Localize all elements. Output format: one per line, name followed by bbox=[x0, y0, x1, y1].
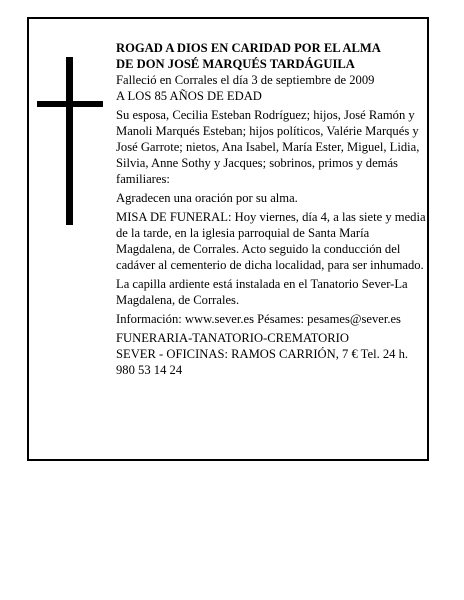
offices-line: SEVER - OFICINAS: RAMOS CARRIÓN, 7 € Tel. 24 h. 980 53 14 24 bbox=[116, 347, 409, 377]
obituary-notice bbox=[27, 17, 429, 461]
funeral-mass-paragraph: MISA DE FUNERAL: Hoy viernes, día 4, a las siete y media de la tarde, en la iglesia parroquial de Santa María Magdalena, de Corrales. Acto seguido la conducción del cadáver al cementerio de dicha localidad, para ser inhumado. bbox=[116, 210, 426, 272]
death-info: Falleció en Corrales el día 3 de septiembre de 2009 bbox=[116, 73, 375, 87]
heading-line-1: ROGAD A DIOS EN CARIDAD POR EL ALMA bbox=[116, 41, 381, 55]
notice-text bbox=[116, 40, 430, 381]
age-line: A LOS 85 AÑOS DE EDAD bbox=[116, 89, 262, 103]
family-paragraph: Su esposa, Cecilia Esteban Rodríguez; hijos, José Ramón y Manoli Marqués Esteban; hijos políticos, Valérie Marqués y José Garrote; nietos, Ana Isabel, María Ester, Miguel, Lidia, Silvia, Anne Sothy y Jacques; sobrinos, primos y demás familiares: bbox=[116, 108, 420, 186]
cross-horizontal-bar bbox=[37, 101, 103, 107]
funeral-home-line: FUNERARIA-TANATORIO-CREMATORIO bbox=[116, 331, 349, 345]
prayer-request: Agradecen una oración por su alma. bbox=[116, 191, 298, 205]
cross-vertical-bar bbox=[66, 57, 73, 225]
cross-icon bbox=[37, 57, 103, 225]
notice-heading bbox=[116, 40, 430, 72]
chapel-paragraph: La capilla ardiente está instalada en el Tanatorio Sever-La Magdalena, de Corrales. bbox=[116, 277, 408, 307]
heading-line-2: DE DON JOSÉ MARQUÉS TARDÁGUILA bbox=[116, 57, 355, 71]
information-paragraph: Información: www.sever.es Pésames: pesames@sever.es bbox=[116, 312, 401, 326]
